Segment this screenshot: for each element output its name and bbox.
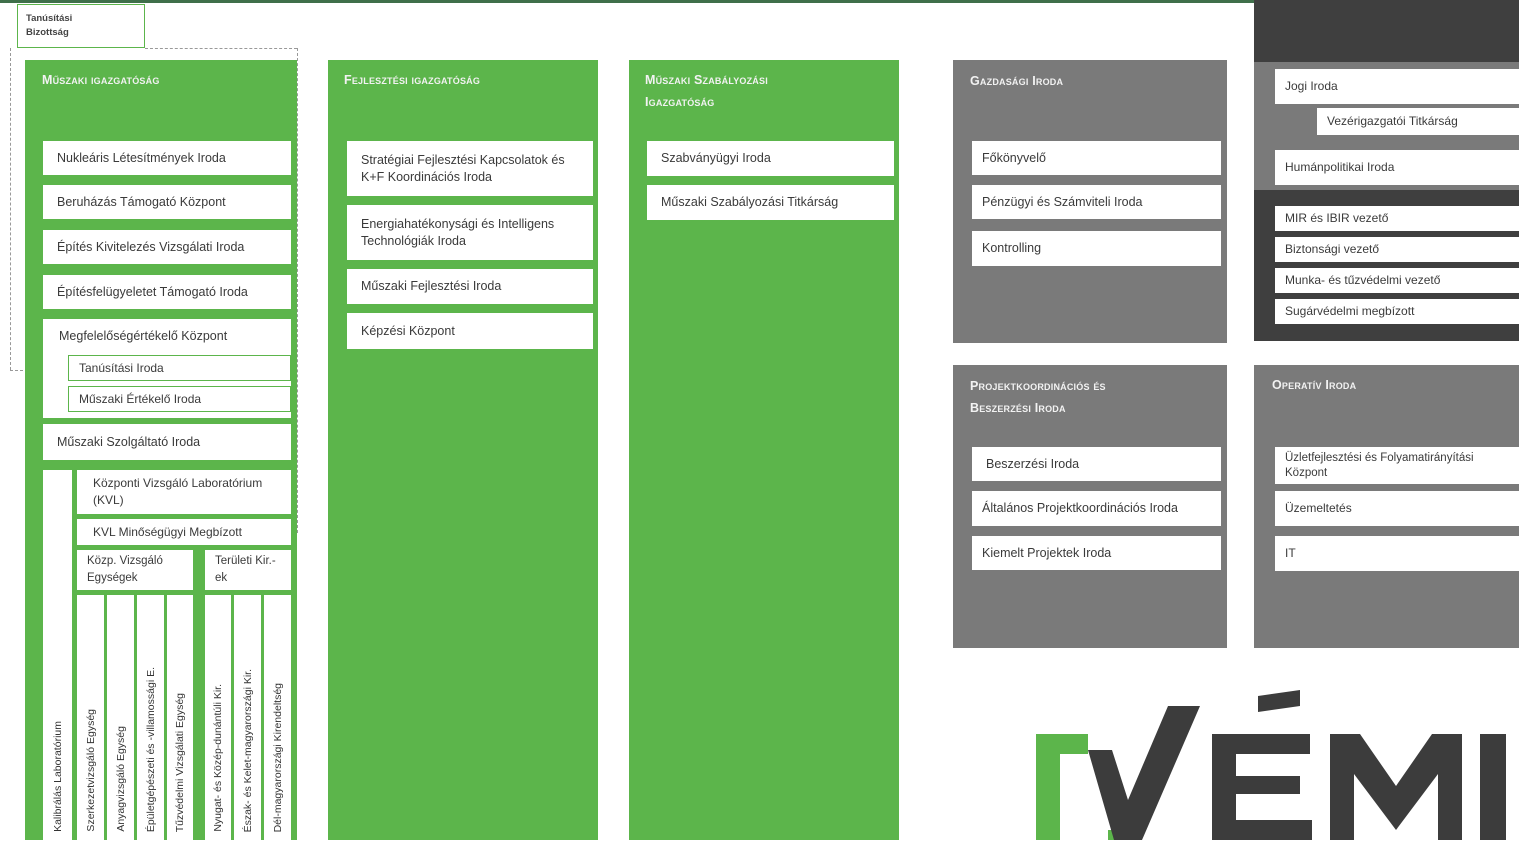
board-box (17, 4, 145, 48)
org-unit: Biztonsági vezető (1275, 237, 1519, 262)
mek-sub-unit: Tanúsítási Iroda (68, 355, 291, 381)
territorial-unit: Dél-magyarországi Kirendeltség (264, 595, 291, 840)
kozp-unit: Anyagvizsgáló Egység (107, 595, 134, 840)
kozp-unit: Épületgépészeti és -villamossági E. (137, 595, 164, 840)
org-unit: Szabványügyi Iroda (647, 141, 894, 176)
org-unit: Üzemeltetés (1275, 491, 1519, 526)
emi-logo-mark (1030, 690, 1519, 840)
kvl-box: Központi Vizsgáló Laboratórium (KVL) (77, 470, 291, 514)
territorial-unit: Észak- és Kelet-magyarországi Kir. (234, 595, 261, 840)
muszaki-igazgatosag-title: Műszaki igazgatóság (42, 73, 160, 87)
org-unit: Stratégiai Fejlesztési Kapcsolatok és K+F Koordinációs Iroda (347, 141, 593, 196)
kozp-units-header: Közp. Vizsgáló Egységek (77, 550, 193, 590)
org-unit: Humánpolitikai Iroda (1275, 150, 1519, 185)
org-unit: Általános Projektkoordinációs Iroda (972, 491, 1221, 526)
gazdasagi-iroda-title: Gazdasági Iroda (970, 74, 1064, 88)
org-unit: Energiahatékonysági és Intelligens Technológiák Iroda (347, 205, 593, 260)
org-unit: Főkönyvelő (972, 141, 1221, 175)
org-unit: Munka- és tűzvédelmi vezető (1275, 268, 1519, 293)
szabalyozasi-igazgatosag-column (629, 60, 899, 840)
dashed-connector-right-v (297, 48, 298, 533)
org-unit: Pénzügyi és Számviteli Iroda (972, 185, 1221, 219)
emi-logo (1030, 690, 1519, 840)
org-unit: Kontrolling (972, 231, 1221, 266)
org-unit: Beruházás Támogató Központ (43, 185, 291, 219)
territorial-header: Területi Kir.-ek (205, 550, 291, 590)
org-unit: Építés Kivitelezés Vizsgálati Iroda (43, 230, 291, 264)
org-unit: Képzési Központ (347, 313, 593, 349)
org-unit: Műszaki Szabályozási Titkárság (647, 185, 894, 220)
org-unit: IT (1275, 536, 1519, 571)
szabalyozasi-igazgatosag-title: Műszaki Szabályozási Igazgatóság (645, 73, 768, 109)
org-unit: Nukleáris Létesítmények Iroda (43, 141, 291, 175)
org-unit: Sugárvédelmi megbízott (1275, 299, 1519, 324)
territorial-unit: Nyugat- és Közép-dunántúli Kir. (205, 595, 231, 840)
vezer-dark-top (1254, 0, 1519, 62)
mek-label: Megfelelőségértékelő Központ (59, 329, 228, 343)
org-unit: Építésfelügyeletet Támogató Iroda (43, 275, 291, 309)
dashed-connector-left (10, 48, 11, 370)
org-unit: Jogi Iroda (1275, 69, 1519, 104)
org-unit: Kiemelt Projektek Iroda (972, 536, 1221, 570)
kozp-unit: Szerkezetvizsgáló Egység (77, 595, 104, 840)
org-unit: Üzletfejlesztési és Folyamatirányítási Központ (1275, 447, 1519, 484)
board-label: Tanúsítási Bizottság (26, 13, 73, 38)
mek-sub-unit: Műszaki Értékelő Iroda (68, 386, 291, 412)
org-unit: Műszaki Fejlesztési Iroda (347, 269, 593, 304)
projekt-iroda-title: Projektkoordinációs és Beszerzési Iroda (970, 379, 1106, 415)
kalibralas-lab: Kalibrálás Laboratórium (43, 470, 72, 840)
org-unit: Vezérigazgatói Titkárság (1317, 108, 1519, 135)
kvl-quality-box: KVL Minőségügyi Megbízott (77, 519, 291, 545)
operativ-iroda-title: Operatív Iroda (1272, 378, 1357, 392)
fejlesztesi-igazgatosag-title: Fejlesztési igazgatóság (344, 73, 481, 87)
org-unit: MIR és IBIR vezető (1275, 206, 1519, 231)
kozp-unit: Tűzvédelmi Vizsgálati Egység (167, 595, 193, 840)
dashed-connector-right (145, 48, 297, 49)
org-unit: Műszaki Szolgáltató Iroda (43, 424, 291, 460)
org-unit: Beszerzési Iroda (972, 447, 1221, 481)
